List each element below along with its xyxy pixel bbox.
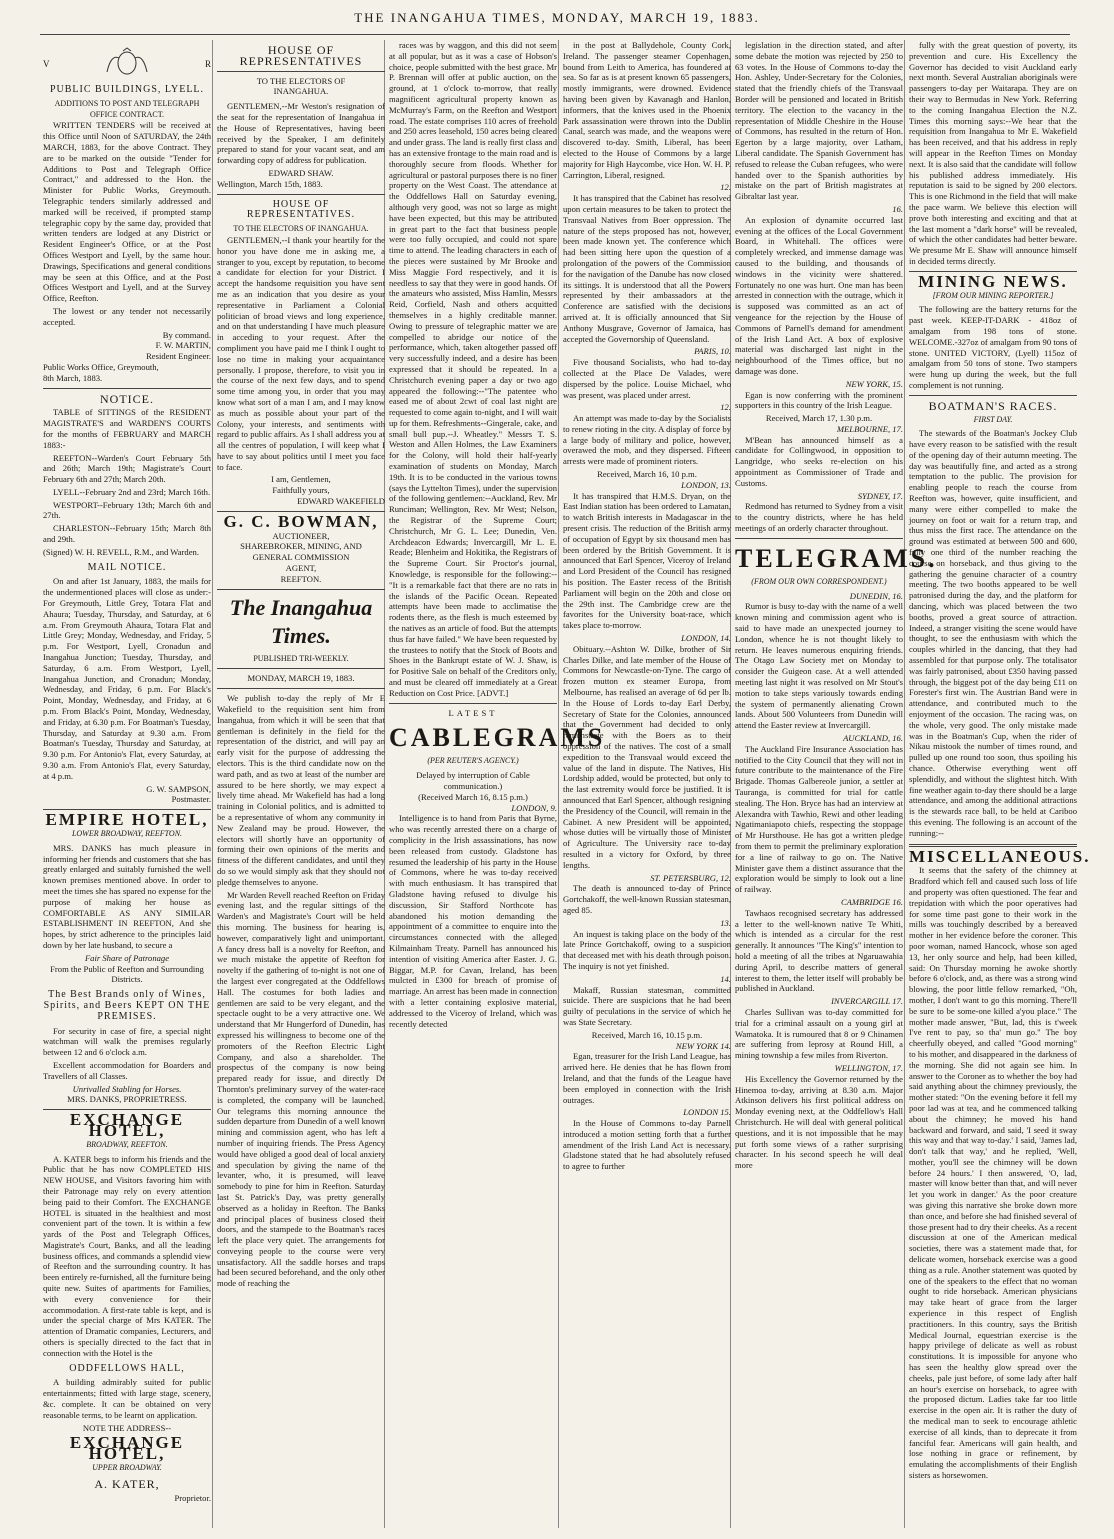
public-works-subheading: ADDITIONS TO POST AND TELEGRAPH OFFICE CONTRACT.	[54, 98, 200, 119]
dateline: 12.	[720, 402, 731, 413]
received-line: Received, March 16, 10 p.m.	[597, 469, 697, 480]
mail-notice-heading: MAIL NOTICE.	[87, 561, 167, 573]
paper-date: MONDAY, MARCH 19, 1883.	[247, 673, 355, 684]
dateline: CAMBRIDGE 16.	[840, 896, 903, 907]
bowman-heading: G. C. BOWMAN,	[223, 511, 379, 531]
mail-sign-1: G. W. SAMPSON,	[146, 783, 211, 794]
mail-sign-2: Postmaster.	[171, 794, 211, 805]
boatman-races-sub: FIRST DAY.	[973, 414, 1013, 424]
crest-letter-r: R	[204, 58, 211, 69]
dateline: WELLINGTON, 17.	[834, 1062, 903, 1073]
miscellaneous-body: It seems that the safety of the chimney at Bradford which fell and caused such loss of life and property was often questioned. The fear and trepidation with which the poor operatives had for some time past gone to their work in the mills was touchingly described by a bereaved mother in her evidence before the coroner. This poor woman, named Hancock, whose son aged 13, her only source and help, had been killed, said: On Thursday morning he awoke shortly before 6 o'clock, and, as there was a strong wind blowing, the poor little fellow remarked, "Oh, mother, I don't want to go this morning. There'll be sure to be some-one killed a'you place." The mother made answer, "But, lad, this is t'week I've rent to pay, so tha' mun go." The boy cheerfully obeyed, and called "Good morning" to his mother, and disappeared in the darkness of the morning. She did not again see him. In answer to the Coroner as to whether the boy had said anything about the chimney previously, the mother stated: "On the evening before it fell my poor lad was at tea, and he commenced talking about the chimney; he moved his hand backward and forward, and said, 'I seed it sway this way and that way to-day.' I said, 'James lad, don't talk that way,' and he replied, 'Well, mother, you'll see the chimney will be down before 24 hours.' I then answered, 'O, lad, master will know better than that, and will never let you work in danger.' As the poor creature was giving this narrative she broke down more than once, and before she had finished several of those present had to dry their cheeks. As a recent discussion at one of the American medical societies, there was a statement made that, for delicate women, horseback exercise was a good thing as a rule. Another statement was quoted by one of the speakers to the effect that no woman ought to ride horseback. American physicians may take heart of grace from the larger experience in this respect of English practitioners. In this country, says the British Medical Journal, equestrian exercise is the happy privilege of delicate as well as robust constitutions. It is impossible for anyone who has seen the healthy glow spread over the cheeks, pale just before, of some lady after half an hour's exercise on horseback, to agree with the proposed dictum. Ladies take far too little exercise in the open air. It is rather the duty of the medical man to seek to encourage athletic exercise of all kinds, than to deprecate it from fanciful fear. Americans will gain health, and lose nothing in grace or refinement, by emulating the accomplishments of their English sisters as horsewomen.	[909, 865, 1077, 1480]
public-works-sign-4: Public Works Office, Greymouth,	[43, 361, 159, 372]
public-works-sign-3: Resident Engineer.	[146, 351, 211, 362]
brands-sign: MRS. DANKS, PROPRIETRESS.	[67, 1094, 187, 1105]
column-5	[735, 40, 938, 1528]
paper-subtitle: PUBLISHED TRI-WEEKLY.	[253, 653, 349, 663]
rep-to: TO THE ELECTORS OF	[256, 75, 346, 86]
dateline: LONDON, 14.	[681, 633, 731, 644]
brands-stabling: Unrivalled Stabling for Horses.	[72, 1083, 182, 1094]
column-divider	[558, 40, 559, 1528]
mail-notice-body: On and after 1st January, 1883, the mails for the undermentioned places will close as under:- For Greymouth, Little Grey, Totara Flat and Ahaura; Tuesday, Thursday, and Saturday, at 6 a.m. From Greymouth Ahaura, Totara Flat and Little Grey; Monday, Wednesday, and Friday, 5 p.m. For Westport, Lyell, Cronadun and Inangahua Junction; Tuesday, Thursday, and Saturday, 6 a.m. From Westport, Lyell, Inangahua Junction, and Cronadun; Monday, Wednesday, and Friday, 6 p.m. For Black's Point, Monday, Wednesday, and Friday, at 6 p.m. From Black's Point, Monday, Wednesday, and Friday, at 6.30 p.m. For Boatman's Tuesday, Thursday, and Saturday at 9.30 a.m. From Boatman's Tuesday, Thursday and Saturday, at 9.30 p.m. For Antonio's Flat, every Saturday, at 9.30 a.m. From Antonio's Flat, every Saturday, at 4 p.m.	[43, 576, 211, 781]
cable-body-7: The death is announced to-day of Prince Gortchakoff, the well-known Russian statesman, aged 85.	[563, 883, 731, 915]
cable-body-14: Egan is now conferring with the prominent supporters in this country of the Irish League.	[735, 389, 903, 411]
telegrams-sub: (FROM OUR OWN CORRESPONDENT.)	[751, 576, 887, 586]
column-6	[909, 40, 1091, 1528]
telegram-body-4: Charles Sullivan was to-day committed for trial for a criminal assault on a young girl at Wamatoka. It is rumoured that 8 or 9 Chinamen are suffering from leprosy at Round Hill, a mining township a few miles from Riverton.	[735, 1006, 903, 1061]
notice-line-4: CHARLESTON--February 15th; March 8th and 29th.	[43, 523, 211, 545]
exchange-hotel-heading: EXCHANGE HOTEL,	[69, 1110, 185, 1140]
rep2-heading: HOUSE OF REPRESENTATIVES.	[246, 198, 356, 221]
cablegrams-received: (Received March 16, 8.15 p.m.)	[418, 791, 528, 802]
miscellaneous-heading: MISCELLANEOUS.	[909, 846, 1091, 866]
rep2-body: GENTLEMEN,--I thank your heartily for the honor you have done me in asking me, a stranger to you, except by reputation, to become a candidate for election for your District. I accept the handsome requisition you have sent me as an indication that you desire as your representative in Parliament a Colonial politician of broad views and long experience, and on that understanding I have much pleasure in acceding to your request. After the compliment you have paid me I think I ought to lose no time in making your acquaintance personally. I propose, therefore, to visit you in the course of the next few days, and to spend some time among you, in order that you may know what sort of a man I am, and I may know as much as possible about your part of the Colony, your interests, and sentiments with regard to public affairs. As I shall address you at all the centres of population, I will keep what I have to say about politics until I meet you face to face.	[217, 234, 385, 472]
oddfellows-body: A building admirably suited for public entertainments; fitted with large stage, scenery, &c. complete. It can be obtained on very reasonable terms, to be learnt on application.	[43, 1377, 211, 1420]
column-3	[389, 40, 606, 1528]
rep2-close-2: Faithfully yours,	[272, 485, 330, 496]
bowman-line-1: AUCTIONEER,	[272, 530, 330, 541]
rep-heading: HOUSE OF REPRESENTATIVES	[239, 43, 363, 68]
cable-body-4: An attempt was made to-day by the Socialists to renew rioting in the city. A display of force by a large body of military and police, however, overawed the mob, and they dispersed. Fifteen arrests were made of prominent rioters.	[563, 413, 731, 467]
received-line: Received, March 17, 1.30 p.m.	[765, 413, 873, 424]
empire-hotel-sub: LOWER BROADWAY, REEFTON.	[71, 829, 183, 838]
bowman-line-3: GENERAL COMMISSION	[252, 552, 350, 563]
paper-title: The Inangahua Times.	[229, 594, 373, 648]
public-works-sign-2: F. W. MARTIN,	[155, 340, 211, 351]
masthead-title: THE INANGAHUA TIMES, MONDAY, MARCH 19, 1883.	[354, 10, 760, 25]
exchange-hotel-2-heading: EXCHANGE HOTEL,	[69, 1433, 185, 1464]
brands-accommodation: Excellent accommodation for Boarders and Travellers of all Classes.	[43, 1059, 211, 1081]
local-news: Mr Warden Revell reached Reefton on Friday evening last, and the regular sittings of the Warden's and Magistrate's Court will be held this morning. The business for hearing is, however, comparatively light and unimportant. A fancy dress ball is a novelty for Reefton, and we much mistake the appetite of Reefton for novelty if the gathering of to-night is not one of the largest ever congregated at the Oddfellows Hall. The costumes for both ladies and gentlemen are said to be very elegant, and the spectacle ought to be a very attractive one. We understand that Mr Hungerford of Dunedin, has expressed his willingness to become one of the promoters of the Reefton Electric Light Company, and also a shareholder. The prospectus of the company is now being prepared ready for issue, and directly Dr Thornton's preliminary survey of the water-race is completed, the company will be launched. Our telegrams this morning announce the sudden departure from Dunedin of a well known mining and commission agent, who has left a number of inquiring friends. The Press Agency would have obliged a good deal of local anxiety and speculation by giving the name of the levanter, who, it is presumed, will leave somebody to pine for him in Reefton. Saturday last St. Patrick's Day, was pretty generally observed as a holiday in Reefton. The Banks and principal places of business closed their doors, and the stampede to the Boatman's races left the place very quiet. The arrangements for conveying people to the course were very unsatisfactory. All the saddle horses and traps had been secured beforehand, and the only other mode of reaching the	[217, 889, 385, 1289]
dateline: MELBOURNE, 17.	[836, 423, 903, 434]
empire-hotel-heading: EMPIRE HOTEL,	[45, 810, 209, 830]
cablegrams-heading: CABLEGRAMS	[389, 723, 606, 753]
dateline: NEW YORK 14.	[675, 1040, 731, 1051]
cablegrams-delay: Delayed by interruption of Cable communication.)	[416, 770, 530, 791]
received-line: Received, March 16, 10.15 p.m.	[591, 1029, 703, 1040]
column-divider	[212, 40, 213, 1528]
dateline: SYDNEY, 17.	[857, 490, 903, 501]
dateline: 16.	[892, 203, 903, 214]
crest-letter-v: V	[43, 58, 50, 69]
notice-line-3: WESTPORT--February 13th; March 6th and 27th.	[43, 499, 211, 521]
exchange-hotel-2-proprietor: Proprietor.	[174, 1492, 211, 1503]
dateline-london: LONDON, 9.	[511, 802, 557, 813]
cable-body-11: In the House of Commons to-day Parnell introduced a motion setting forth that a further amendment of the Irish Land Act is necessary. Gladstone stated that he had absolutely refused to agree to further	[563, 1118, 731, 1172]
telegram-body-3: Tawhaos recognised secretary has addressed a letter to the well-known native Te Whiti, which is intended as a circular for the rest generally. It announces "The King's" intention to hold a meeting of all the tribes at Ngaruawahia during April, to describe matters of general interest to them, the letter itself will probably be published in Auckland.	[735, 907, 903, 994]
column-4	[563, 40, 731, 1528]
public-works-note: The lowest or any tender not necessarily accepted.	[43, 305, 211, 327]
exchange-hotel-2-sub: UPPER BROADWAY.	[92, 1463, 162, 1473]
cable-body-15: M'Bean has announced himself as a candidate for Collingwood, in opposition to Langridge, who seeks re-election on his appointment as Commissioner of Trade and Customs.	[735, 434, 903, 488]
masthead-rule	[40, 34, 1070, 35]
cable-body-6: Obituary.--Ashton W. Dilke, brother of Sir Charles Dilke, and late member of the House of Commons for Newcastle-on-Tyne. The cargo of frozen mutton ex steamer Europa, from Melbourne, has realised an average of 6d per lb. In the House of Lords to-day Earl Derby, Secretary of State for the Colonies, announced that the Government had decided to only remonstrate with the Boers as to their oppression of the natives. The cost of a small expedition to the Transvaal would exceed the value of the land in dispute. The Natives, His Lordship added, would be protected, but only to the last extremity would force be justified. It is announced that Earl Spencer, although resigning the Presidency of the Council, will remain in the Cabinet. A new President will be appointed, whose duties will be virtually those of Minister of Agriculture. The University race to-day resulted in a victory for Oxford, by three lengths.	[563, 643, 731, 870]
coat-of-arms-icon	[97, 48, 157, 76]
cable-body-3: Five thousand Socialists, who had to-day collected at the Place De Valades, were dispersed by the police. Louise Michael, who was present, was placed under arrest.	[563, 357, 731, 400]
telegram-body-5: His Excellency the Governor returned by the Hinemoa to-day, arriving at 8.30 a.m. Major Atkinson delivers his first political address on Monday evening next, at the Oddfellow's Hall Christchurch. He will deal with general political questions, and it is not impossible that he may put forth some views of a rather surprising character. In his second speech he will deal more	[735, 1073, 903, 1171]
mining-news-sub: [FROM OUR MINING REPORTER.]	[932, 290, 1054, 300]
telegrams-heading: TELEGRAMS.	[735, 543, 938, 573]
exchange-hotel-sub: BROADWAY, REEFTON.	[86, 1139, 168, 1149]
mining-news-body: The following are the battery returns for the past week. KEEP-IT-DARK - 418oz of amalgam from 198 tons of stone. WELCOME.-327oz of amalgam from 90 tons of stone. UNITED VICTORY, (Lyell) 115oz of amalgam from 50 tons of stone. Two stampers were hung up during the week, but the full complement is not running.	[909, 304, 1077, 390]
brands-body: For security in case of fire, a special night watchman will walk the premises regularly between 12 and 6 o'clock a.m.	[43, 1025, 211, 1058]
cable-body-9: Makaff, Russian statesman, committed suicide. There are suspicions that he had been guilty of peculations in the service of which he was State Secretary.	[563, 984, 731, 1027]
rep-sign: EDWARD SHAW.	[268, 167, 334, 178]
notice-line-1: REEFTON--Warden's Court February 5th and 26th; March 19th; Magistrate's Court February 6th and 27th; March 20th.	[43, 452, 211, 485]
empire-hotel-from: From the Public of Reefton and Surrounding Districts.	[50, 963, 204, 985]
cable-body-12: legislation in the direction stated, and after some debate the motion was rejected by 250 to 63 votes. In the House of Commons to-day the Hon. Ashley, Under-Secretary for the Colonies, stated that the friendly chiefs of the Transvaal Border will be pensioned and located in British territory. The election to the vacancy in the representation of Middle Cheshire in the House of Commons, has resulted in the return of Hon. Egerton by a large majority, over Latham, Liberal candidate. The Spanish Government has refused to release the Cuban refugees, who were handed over to the Spanish authorities by mistake on the part of British magistrates at Gibraltar last year.	[735, 40, 903, 202]
editorial: We publish to-day the reply of Mr E Wakefield to the requisition sent him from Inangahua, from which it will be seen that that gentleman is definitely in the field for the representation of the district, and will pay an early visit for the purpose of addressing the electors. This is the third candidate now on the ward path, and as two at least of the number are assured to be here shortly, we may expect a lively time ahead. Mr Wakefield has had a long training in Colonial politics, and is admitted to be a representative of whom any community in New Zealand may be proud. However, the electors will shortly have an opportunity of forming their own opinions of the merits and fitness of the different candidates, and until they do so we would simply ask that they should not pledge themselves to anyone.	[217, 693, 385, 887]
column-1	[43, 40, 211, 1528]
dateline: LONDON, 13.	[681, 479, 731, 490]
notice-line-2: LYELL--February 2nd and 23rd; March 16th.	[53, 486, 211, 497]
mining-news-heading: MINING NEWS.	[918, 271, 1068, 291]
oddfellows-heading: ODDFELLOWS HALL,	[69, 1362, 185, 1374]
bowman-line-5: REEFTON.	[280, 573, 322, 584]
local-news-continued: races was by waggon, and this did not seem at all popular, but as it was a case of Hobson's choice, people submitted with the best grace. Mr P. Brennan will offer at public auction, on the ground, at 1 o'clock to-morrow, that really magnificent agricultural property known as McMurray's Farm, on the Reefton and Westport road. The estate comprises 110 acres of freehold and 250 acres leasehold, 150 acres being cleared and under grass. The land is really first class and has an extensive frontage to the main road and is thoroughly secure from floods. Whether for agricultural or pastoral purposes there is no finer property on the West Coast. The attendance at the Oddfellows Hall on Saturday evening, although very good, was not so large as might have been expected, but this may be attributed in great part to the fact that business people were too fully occupied, and could not spare time to attend. The leading characters in each of the pieces were sustained by Mr Brooke and Miss Maggie Ford respectively, and it is needless to say that they were in good hands. Of the amateurs who assisted, Miss Hamlin, Messrs Reid, Corfield, Nash and others acquitted themselves in a highly creditable manner. Owing to pressure of telegraphic matter we are compelled to abridge our notice of the performance, which, taken altogether passed off very successfully indeed, and a desire has been expressed that it should be repeated. In a Christchurch evening paper a day or two ago appeared the following:--"The patentee who eased me of about 2cwt of coal last night are requested to come again to-night, and I will wait up for them. Refreshments--Gingerale, cake, and small bull pup.--J. Wheatley." Messrs T. S. Weston and Allen Holmes, the Law Examiners for the Colony, will hold their half-yearly examination of students on Monday, March 19th. It is to be conducted in the various towns (says the Lyttelton Times), under the supervision of the following gentlemen:--Auckland, Rev. Mr Runciman; Wellington, Rev. Mr West; Nelson, the Registrar of the Supreme Court; Christchurch, Mr G. L. Lee; Dunedin, Ven. Archdeacon Edwards; Invercargill, Mr L. E. Reade; Blenheim and Hokitika, the Registrars of the Supreme Court. Sir Proctor's journal, Knowledge, is responsible for the following:--"It is a remarkable fact that there are no rats in the islands of the Pacific Ocean. Repeated attempts have been made to acclimatise the rodents there, as the flesh is much esteemed by the natives as an article of food. But the attempts thus far have failed." We have been requested by the trustees to notify that the Stock of Boots and Shoes in the Bankrupt estate of W. J. Shaw, is for Positive Sale on behalf of the Creditors only, and must be cleared off immediately at a Great Reduction on Cost Price. [ADVT.]	[389, 40, 558, 698]
cable-body-2: It has transpired that the Cabinet has resolved upon certain measures to be taken to protect the Transvaal Natives from Boer oppression. The nature of the steps proposed has not, however, been made known yet. The conference which had been sitting here upon the question of a prolongation of the powers of the Commission for the navigation of the Danube has now closed its sittings. It is understood that all the Powers represented by their ambassadors at the Conference are satisfied with the decisions arrived at. It is officially announced that Sir Anthony Musgrave, Governor of Jamaica, has accepted the Governorship of Queensland.	[563, 193, 731, 344]
boatman-races-body: The stewards of the Boatman's Jockey Club have every reason to be satisfied with the result of the opening day of their autumn meeting. The day was beautifully fine, and acted as a strong temptation to the public. The provision for enabling people to reach the course from Reefton was, however, quite insufficient, and many were either compelled to make the journey on foot or wait for a return trap, and thus miss the first race. The attendance on the ground was estimated at between 500 and 600, fully one third of the number reaching the course on horseback, and thus giving to the gathering the genuine character of a country meeting. The two booths appeared to be well patronised during the day, and the platform for dancing, which was placed between the two booths, proved a great source of attraction. Indeed, a stranger visiting the scene would have thought, to see the enthusiasm with which the couples whirled in the dancing, that they had assembled for that purpose only. The totalisator was fairly patronised, about £350 having passed through, the biggest pot of the day being £11 on Forester's first win. The Austrian Band were in attendance, and contributed much to the enjoyment of the occasion. The racing was, on the whole, very good. The only mistake made was in the Boatman's Cup, when the rider of Nikau mistook the number of times round, and pulled up one round too soon, thus spoiling his chance. Otherwise everything went off splendidly, and without the slightest hitch. With fine weather again to-day there should be a large attendance, and among the additional attractions is the stewards race ball, to be held at Cariboo this evening. The following is an account of the running:--	[909, 428, 1077, 838]
rep2-to: TO THE ELECTORS OF INANGAHUA.	[233, 224, 369, 234]
dateline: 12.	[720, 182, 731, 193]
dateline: AUCKLAND, 16.	[843, 733, 903, 744]
column-2	[217, 40, 385, 1528]
cablegrams-sub: (PER REUTER'S AGENCY.)	[427, 756, 519, 766]
royal-crest	[43, 48, 211, 80]
rep-body: GENTLEMEN,--Mr Weston's resignation of the seat for the representation of Inangahua in the House of Representatives, having been received by the Speaker, I am definitely prepared to stand for your vacant seat, and am forwarding copy of address for publication.	[217, 101, 385, 166]
cable-body-10: Egan, treasurer for the Irish Land League, has arrived here. He denies that he has flown from Ireland, and that the funds of the League have been employed in connection with the Irish outrages.	[563, 1051, 731, 1105]
cable-body-16: Redmond has returned to Sydney from a visit to the country districts, where he has held meetings of an orderly character throughout.	[735, 501, 903, 534]
public-works-heading: PUBLIC BUILDINGS, LYELL.	[49, 84, 205, 95]
empire-hotel-italic: Fair Share of Patronage	[84, 952, 170, 963]
cable-body-1: in the post at Ballydehole, County Cork, Ireland. The passenger steamer Copenhagen, bound from Leith to America, has foundered at sea. So far as is at present known 65 passengers, mostly immigrants, were drowned. Evidence having been given by Kavanagh and Hanlon, informers, that the knives used in the Phoenix Park assassination were thrown into the Dublin Canal, search was made, and the weapons were discovered to-day. Smith, Liberal, has been elected to the House of Commons by a large majority for High Haycombe, vice Hon. W. H. P. Carrington, Liberal, resigned.	[563, 40, 731, 180]
telegram-body-2: The Auckland Fire Insurance Association has notified to the City Council that they will not in future contribute to the maintenance of the Fire Brigade. Thomas Galbereole junior, a settler at Tauranga, is committed for trial for cattle stealing. The Hon. Bryce has had an interview at Alexandra with Tawhio, Rewi and other leading Ngatimaniapoto chiefs, respecting the stoppage of Mr Hursthouse. He has got a written pledge from them to permit the preliminary exploration for a line of railway to go on. The Native Minister gave them a distinct assurance that the exploration would be simply to look out a line of railway.	[735, 743, 903, 895]
public-works-body: WRITTEN TENDERS will be received at this Office until Noon of SATURDAY, the 24th MARCH, 1883, for the above Contract. They are to be marked on the outside "Tender for Additions to Post and Telegraph Office Contract," and addressed to the Hon. the Minister for Public Works, Greymouth. Telegraphic tenders similarly addressed and marked will be received, if prompted stamp telegraphic copy by the same day, provided that written tenders are lodged at any District or Resident Engineer's Office, or at the Post Offices Westport and Lyell, by the same hour. Drawings, Specifications and general conditions may be seen at this Office, and at the Post Offices Westport and Lyell, and at the Survey Office, Reefton.	[43, 120, 211, 304]
telegram-body-6: fully with the great question of poverty, its prevention and cure. His Excellency the Governor has decided to visit Auckland early next month. Several Australian aboriginals were passengers to-day per Waitarapa. They are on their way to Bermudas in New York. Referring to the coming Inangahua Election the N.Z. Times this morning says:--We hear that the requisition from Inangahua to Mr E. Wakefield has been received, and that his address in reply will appear in the Reefton Times on Monday next. It is also said that the candidate will follow his published address immediately. His reputation is said to be signed by 200 electors. This is one Richmond in the field that will make the pace warm. We believe this election will prove both interesting and exciting and that at the last moment a "dark horse" will be revealed, of which the other candidates had better beware. We presume Mr E. Shaw will announce himself in decided terms directly.	[909, 40, 1077, 266]
cable-body-5: It has transpired that H.M.S. Dryan, on the East Indian station has been ordered to Lamatan, to watch British interests in Madagascar in the present crisis. The reduction of the British army of occupation of Egypt by six thousand men has been ordered by the British Government. It is announced that Earl Spencer, Viceroy of Ireland and Lord President of the Council has resigned his position. The Easter recess of the British Parliament will begin on the 20th and close on the 29th inst. The Cambridge crew are the favorites for the University boat-race, which takes place to-morrow.	[563, 490, 731, 631]
notice-body: TABLE of SITTINGS of the RESIDENT MAGISTRATE'S and WARDEN'S COURTS for the months of FEBRUARY and MARCH 1883:-	[43, 407, 211, 450]
cable-body-8: An inquest is taking place on the body of the late Prince Gortchakoff, owing to a suspicion that deceased met with his death through poison. The inquiry is not yet finished.	[563, 928, 731, 971]
rep2-close-1: I am, Gentlemen,	[271, 474, 331, 485]
latest-label: LATEST	[448, 707, 498, 718]
rep2-close-3: EDWARD WAKEFIELD	[297, 496, 385, 507]
column-divider	[904, 40, 905, 1528]
notice-sign: (Signed) W. H. REVELL, R.M., and Warden.	[43, 546, 199, 557]
telegram-body-1: Rumor is busy to-day with the name of a well known mining and commission agent who is said to have made an unexpected journey to London, whence he is not thought likely to return. He leaves numerous enquiring friends. The Otago Law Society met on Monday to consider the Guigeon case. At a well attended meeting last night it was resolved on Mr Stout's motion to take steps variously towards ending the system of permanently alienating Crown lands. About 500 Volunteers from Dunedin will attend the Easter review at Invercargill.	[735, 601, 903, 731]
bowman-line-4: AGENT,	[285, 563, 317, 574]
boatman-races-heading: BOATMAN'S RACES.	[928, 398, 1058, 413]
public-works-sign-5: 8th March, 1883.	[43, 372, 103, 383]
dateline: NEW YORK, 15.	[845, 378, 903, 389]
rep-place: INANGAHUA.	[273, 86, 329, 97]
notice-heading: NOTICE.	[100, 391, 154, 406]
cable-body-13: An explosion of dynamite occurred last evening at the offices of the Local Government Board, in Whitehall. The offices were completely wrecked, and immense damage was caused to the building, and thousands of windows in the vicinity were shattered. Fortunately no one was hurt. One man has been arrested in connection with the outrage, which it is supposed was committed as an act of vengeance for the rejection by the House of Commons of Parnell's demand for amendment of the Irish Land Act. A box of explosive material was discharged last night in the neighbourhood of the Times office, but no damage was done.	[735, 214, 903, 376]
brands-heading: The Best Brands only of Wines, Spirits, and Beers KEPT ON THE PREMISES.	[43, 989, 211, 1022]
dateline: INVERCARGILL 17.	[831, 996, 903, 1007]
dateline: 13.	[720, 917, 731, 928]
public-works-sign-1: By command.	[162, 329, 211, 340]
bowman-line-2: SHAREBROKER, MINING, AND	[240, 541, 362, 552]
dateline: PARIS, 10.	[694, 346, 731, 357]
exchange-hotel-body: A. KATER begs to inform his friends and the Public that he has now COMPLETED HIS NEW HOUSE, and Visitors favoring him with their Patronage may rely on every attention being paid to their Comfort. The EXCHANGE HOTEL is situated in the healthiest and most convenient part of the town. It is within a few yards of the Post and Telegraph Offices, Magistrate's Court, Banks, and all the leading business offices, and commands a splendid view of Reefton and the surrounding country. It has been entirely re-furnished, all the furniture being quite new. Suites of apartments for Families, with every convenience for their accommodation. A first-rate table is kept, and is under the special charge of Mrs KATER. The attention of Dramatic companies, Lecturers, and others is specially directed to the fact that in connection with the Hotel is the	[43, 1153, 211, 1358]
dateline: DUNEDIN, 16.	[849, 590, 903, 601]
rep-date: Wellington, March 15th, 1883.	[217, 178, 323, 189]
dateline: LONDON 15.	[683, 1107, 731, 1118]
note-address: NOTE THE ADDRESS--	[82, 1422, 172, 1433]
empire-hotel-body: MRS. DANKS has much pleasure in informing her friends and customers that she has greatly enlarged and suitably furnished the well known premises mentioned above. In order to meet the times she has spared no expense for the purpose of making her house as COMFORTABLE AS ANY SIMILAR ESTABLISHMENT IN REEFTON, And she hopes, by strict adherence to the principles laid down by her late husband, to secure a	[43, 842, 211, 950]
cablegrams-body: Intelligence is to hand from Paris that Byrne, who was recently arrested there on a charge of complicity in the Irish assassinations, has now been released from custody. Gladstone has resumed the leadership of his party in the House of Commons, where he was to-day received with much enthusiasm. It has transpired that Gladstone having refused to divulge his discussion, Sir Stafford Northcote has abandoned his motion demanding the appointment of a committee to enquire into the circumstances connected with the alleged Kilmainham Treaty. Parnell has announced his intention of visiting America after Easter. J. G. Biggar, M.P. for Cavan, Ireland, has been mulcted in £300 for breach of promise of marriage. An arrest has been made in connection with a letter containing explosive material, addressed to the Viceroy of Ireland, which was recently detected	[389, 813, 557, 1029]
dateline: ST. PETERSBURG, 12.	[650, 872, 731, 883]
dateline: 14.	[720, 973, 731, 984]
exchange-hotel-2-name: A. KATER,	[94, 1476, 160, 1491]
